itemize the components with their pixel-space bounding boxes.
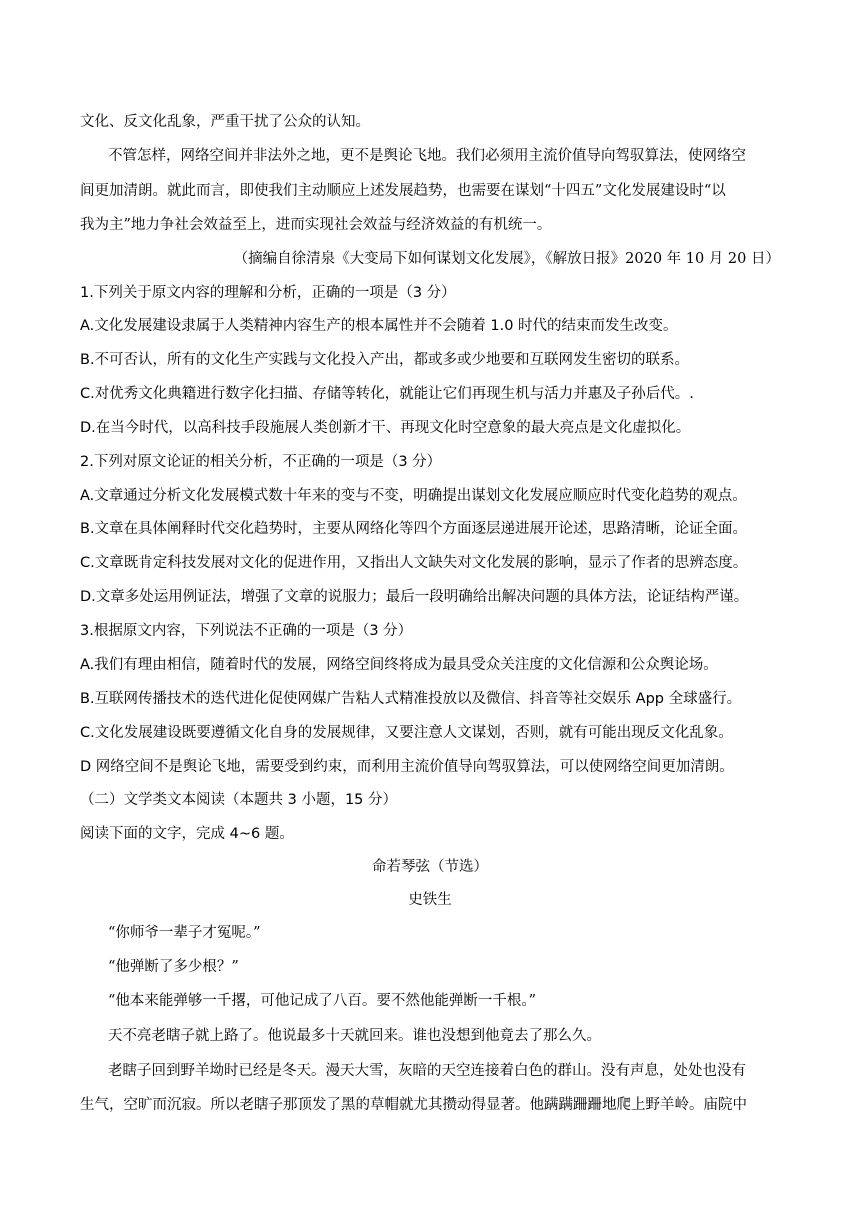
question-option: B.互联网传播技术的迭代进化促使网媒广告粘人式精准投放以及微信、抖音等社交娱乐 App 全球盛行。 xyxy=(80,691,742,707)
story-line: 老瞎子回到野羊坳时已经是冬天。漫天大雪，灰暗的天空连接着白色的群山。没有声息，处处也没有 xyxy=(108,1063,746,1079)
section-heading: （二）文学类文本阅读（本题共 3 小题，15 分） xyxy=(80,792,398,808)
question-stem: 1.下列关于原文内容的理解和分析，正确的一项是（3 分） xyxy=(80,285,456,301)
question-option: B.不可否认，所有的文化生产实践与文化投入产出，都或多或少地要和互联网发生密切的联系。 xyxy=(80,352,690,368)
story-title: 命若琴弦（节选） xyxy=(372,859,488,875)
paragraph-line: 间更加清朗。就此而言，即使我们主动顺应上述发展趋势，也需要在谋划“十四五”文化发展建设时“以 xyxy=(80,183,726,199)
question-stem: 2.下列对原文论证的相关分析，不正确的一项是（3 分） xyxy=(80,454,442,470)
story-line: “他弹断了多少根？” xyxy=(108,959,239,975)
question-option: A.我们有理由相信，随着时代的发展，网络空间终将成为最具受众关注度的文化信源和公众舆论场。 xyxy=(80,657,718,673)
paragraph-tail: 文化、反文化乱象，严重干扰了公众的认知。 xyxy=(80,114,370,130)
question-option: D.文章多处运用例证法，增强了文章的说服力；最后一段明确给出解决问题的具体方法，论证结构严谨。 xyxy=(80,589,749,605)
question-option: C.文章既肯定科技发展对文化的促进作用，又指出人文缺失对文化发展的影响，显示了作者的思辨态度。 xyxy=(80,555,748,571)
question-option: C.文化发展建设既要遵循文化自身的发展规律，又要注意人文谋划，否则，就有可能出现反文化乱象。 xyxy=(80,725,733,741)
story-line: 天不亮老瞎子就上路了。他说最多十天就回来。谁也没想到他竟去了那么久。 xyxy=(108,1028,601,1044)
section-instruction: 阅读下面的文字，完成 4~6 题。 xyxy=(80,826,294,842)
question-option: A.文章通过分析文化发展模式数十年来的变与不变，明确提出谋划文化发展应顺应时代变化趋势的观点。 xyxy=(80,488,747,504)
question-option: A.文化发展建设隶属于人类精神内容生产的根本属性并不会随着 1.0 时代的结束而发生改变。 xyxy=(80,318,678,334)
question-option: C.对优秀文化典籍进行数字化扫描、存储等转化，就能让它们再现生机与活力并惠及子孙后代。. xyxy=(80,386,694,402)
question-stem: 3.根据原文内容，下列说法不正确的一项是（3 分） xyxy=(80,623,413,639)
source-citation: （摘编自徐清泉《大变局下如何谋划文化发展》，《解放日报》2020 年 10 月 20 日） xyxy=(233,251,780,267)
paragraph-line: 我为主”地力争社会效益至上，进而实现社会效益与经济效益的有机统一。 xyxy=(80,217,552,233)
story-line: 生气，空旷而沉寂。所以老瞎子那顶发了黑的草帽就尤其攒动得显著。他蹒蹒跚跚地爬上野羊岭。庙院中 xyxy=(80,1097,747,1113)
question-option: D.在当今时代，以高科技手段施展人类创新才干、再现文化时空意象的最大亮点是文化虚拟化。 xyxy=(80,420,691,436)
paragraph-line: 不管怎样，网络空间并非法外之地，更不是舆论飞地。我们必须用主流价值导向驾驭算法，使网络空 xyxy=(108,148,746,164)
story-author: 史铁生 xyxy=(408,892,452,908)
question-option: B.文章在具体阐释时代交化趋势时，主要从网络化等四个方面逐层递进展开论述，思路清晰，论证全面。 xyxy=(80,521,748,537)
story-line: “你师爷一辈子才冤呢。” xyxy=(108,925,261,941)
question-option: D 网络空间不是舆论飞地，需要受到约束，而利用主流价值导向驾驭算法，可以使网络空间更加清朗。 xyxy=(80,759,734,775)
story-line: “他本来能弹够一千撂，可他记成了八百。要不然他能弹断一千根。” xyxy=(108,993,537,1009)
